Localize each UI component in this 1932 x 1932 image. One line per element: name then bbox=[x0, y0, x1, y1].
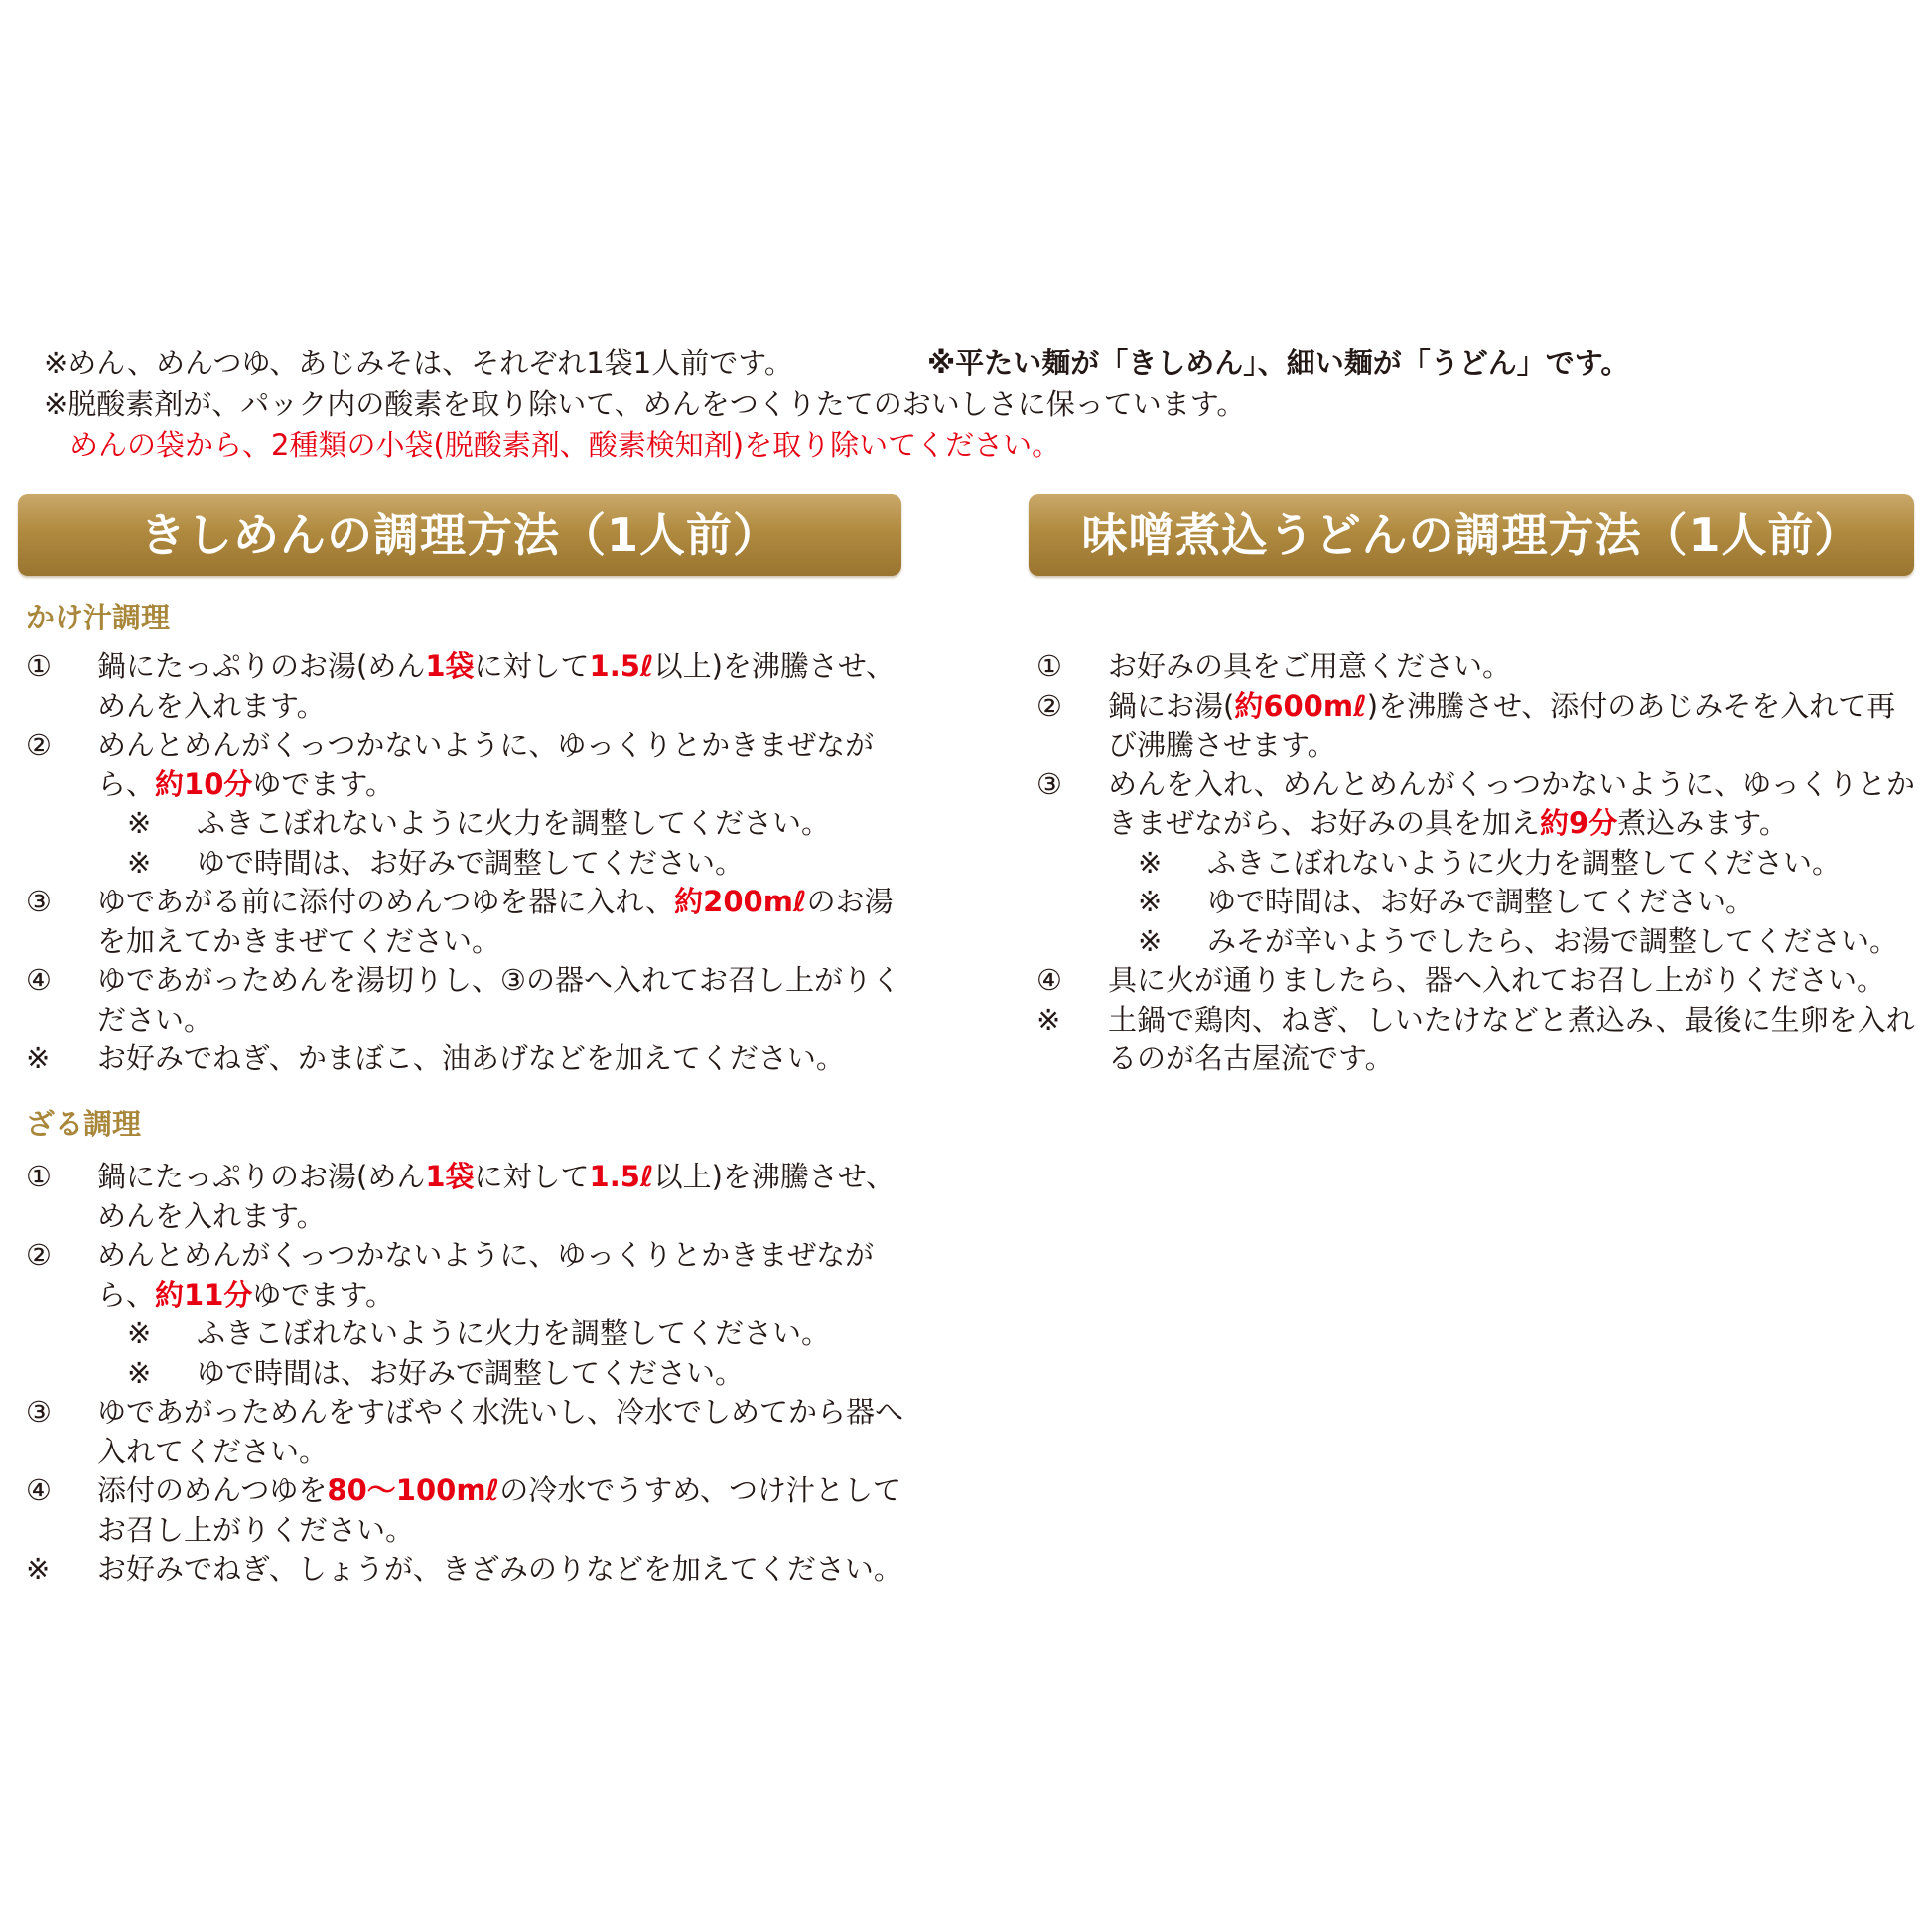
note-servings: ※めん、めんつゆ、あじみそは、それぞれ1袋1人前です。 bbox=[44, 346, 793, 380]
note-oxygen-absorber: ※脱酸素剤が、パック内の酸素を取り除いて、めんをつくりたてのおいしさに保っています。 bbox=[44, 387, 1246, 421]
list-item: ④ 添付のめんつゆを80～100mℓの冷水でうすめ、つけ汁としてお召し上がりください。 bbox=[26, 1473, 902, 1547]
list-item: ② めんとめんがくっつかないように、ゆっくりとかきまぜながら、約10分ゆでます。 bbox=[26, 728, 875, 801]
list-item: ③ ゆであがっためんをすばやく水洗いし、冷水でしめてから器へ入れてください。 bbox=[26, 1395, 904, 1468]
list-item: ① 鍋にたっぷりのお湯(めん1袋に対して1.5ℓ以上)を沸騰させ、めんを入れます。 bbox=[26, 649, 896, 723]
note-remove-packets: めんの袋から、2種類の小袋(脱酸素剤、酸素検知剤)を取り除いてください。 bbox=[69, 428, 1061, 462]
udon-title-banner: 味噌煮込うどんの調理方法（1人前） bbox=[1029, 494, 1914, 576]
list-item: ③ めんを入れ、めんとめんがくっつかないように、ゆっくりとかきまぜながら、お好みの具を加え約9分煮込みます。 bbox=[1036, 766, 1915, 840]
kake-heading: かけ汁調理 bbox=[26, 601, 171, 634]
list-item: ※ ふきこぼれないように火力を調整してください。 bbox=[127, 1316, 831, 1350]
zaru-heading: ざる調理 bbox=[26, 1107, 142, 1141]
list-item: ① 鍋にたっぷりのお湯(めん1袋に対して1.5ℓ以上)を沸騰させ、めんを入れます。 bbox=[26, 1160, 896, 1233]
list-item: ※ ゆで時間は、お好みで調整してください。 bbox=[127, 1355, 745, 1390]
list-item: ※ ふきこぼれないように火力を調整してください。 bbox=[127, 806, 831, 840]
kishimen-title-banner: きしめんの調理方法（1人前） bbox=[18, 494, 901, 576]
note-noodle-types: ※平たい麺が「きしめん」、細い麺が「うどん」です。 bbox=[927, 346, 1630, 380]
list-item: ② めんとめんがくっつかないように、ゆっくりとかきまぜながら、約11分ゆでます。 bbox=[26, 1238, 875, 1311]
list-item: ※ お好みでねぎ、しょうが、きざみのりなどを加えてください。 bbox=[26, 1552, 902, 1586]
udon-steps bbox=[1036, 647, 1920, 1079]
list-item: ※ 土鍋で鶏肉、ねぎ、しいたけなどと煮込み、最後に生卵を入れるのが名古屋流です。 bbox=[1036, 1002, 1915, 1075]
zaru-steps bbox=[26, 1158, 903, 1589]
list-item: ② 鍋にお湯(約600mℓ)を沸騰させ、添付のあじみそを入れて再び沸騰させます。 bbox=[1036, 688, 1896, 761]
list-item: ① お好みの具をご用意ください。 bbox=[1036, 649, 1512, 683]
list-item: ※ ゆで時間は、お好みで調整してください。 bbox=[1138, 885, 1755, 918]
list-item: ④ 具に火が通りましたら、器へ入れてお召し上がりください。 bbox=[1036, 963, 1886, 997]
kake-steps bbox=[26, 647, 903, 1079]
list-item: ③ ゆであがる前に添付のめんつゆを器に入れ、約200mℓのお湯を加えてかきまぜてください。 bbox=[26, 885, 894, 958]
list-item: ※ ゆで時間は、お好みで調整してください。 bbox=[127, 845, 745, 880]
list-item: ④ ゆであがっためんを湯切りし、③の器へ入れてお召し上がりください。 bbox=[26, 963, 900, 1036]
list-item: ※ ふきこぼれないように火力を調整してください。 bbox=[1138, 845, 1842, 880]
list-item: ※ お好みでねぎ、かまぼこ、油あげなどを加えてください。 bbox=[26, 1041, 845, 1075]
list-item: ※ みそが辛いようでしたら、お湯で調整してください。 bbox=[1138, 923, 1899, 958]
